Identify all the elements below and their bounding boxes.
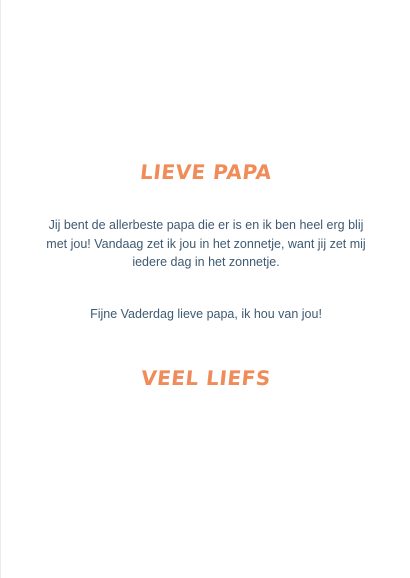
- wish-paragraph: Fijne Vaderdag lieve papa, ik hou van jou!: [90, 307, 322, 321]
- message-paragraph: Jij bent de allerbeste papa die er is en ik ben heel erg blij met jou! Vandaag zet ik jou in het zonnetje, want jij zet mij iedere dag in het zonnetje.: [46, 218, 366, 269]
- greeting-heading: LIEVE PAPA: [138, 160, 274, 184]
- closing-heading: VEEL LIEFS: [140, 366, 272, 390]
